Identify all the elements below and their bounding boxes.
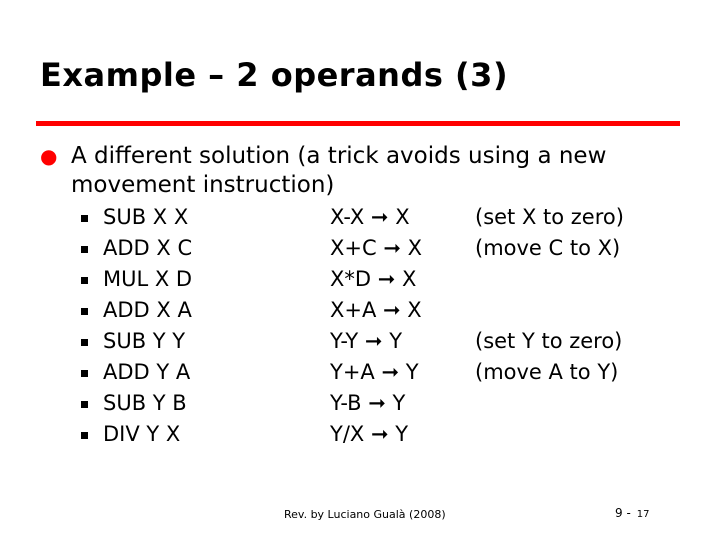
operation-text: Y-Y ➞ Y [330, 329, 403, 353]
instruction-row [73, 326, 693, 357]
square-bullet-icon [81, 308, 88, 315]
instruction-text: SUB Y B [103, 391, 187, 415]
page-number-major: 9 - [615, 506, 631, 520]
instruction-text: SUB Y Y [103, 329, 186, 353]
main-bullet-text: A different solution (a trick avoids using a new movement instruction) [71, 143, 607, 198]
square-bullet-icon [81, 246, 88, 253]
instruction-text: DIV Y X [103, 422, 181, 446]
comment-text: (move A to Y) [475, 360, 619, 384]
square-bullet-icon [81, 339, 88, 346]
operation-text: X*D ➞ X [330, 267, 417, 291]
operation-text: X-X ➞ X [330, 205, 410, 229]
instruction-row [73, 357, 693, 388]
operation-text: Y+A ➞ Y [330, 360, 419, 384]
main-bullet [40, 142, 680, 200]
instruction-text: ADD X C [103, 236, 193, 260]
operation-text: X+C ➞ X [330, 236, 422, 260]
operation-text: Y-B ➞ Y [330, 391, 406, 415]
comment-text: (move C to X) [475, 236, 621, 260]
instruction-row [73, 202, 693, 233]
square-bullet-icon [81, 432, 88, 439]
square-bullet-icon [81, 277, 88, 284]
instruction-row [73, 264, 693, 295]
comment-text: (set X to zero) [475, 205, 624, 229]
instruction-list [73, 202, 693, 450]
bullet-dot-icon: ● [40, 144, 58, 168]
page-number-minor: 17 [636, 509, 650, 520]
page-number [615, 506, 650, 520]
instruction-row [73, 419, 693, 450]
instruction-text: MUL X D [103, 267, 193, 291]
instruction-row [73, 388, 693, 419]
footer-credit: Rev. by Luciano Gualà (2008) [284, 508, 446, 521]
operation-text: X+A ➞ X [330, 298, 422, 322]
operation-text: Y/X ➞ Y [330, 422, 409, 446]
instruction-text: ADD Y A [103, 360, 191, 384]
instruction-row [73, 233, 693, 264]
square-bullet-icon [81, 370, 88, 377]
instruction-text: ADD X A [103, 298, 192, 322]
comment-text: (set Y to zero) [475, 329, 623, 353]
instruction-row [73, 295, 693, 326]
title-divider [36, 121, 680, 126]
square-bullet-icon [81, 215, 88, 222]
square-bullet-icon [81, 401, 88, 408]
slide-title: Example – 2 operands (3) [40, 56, 509, 94]
instruction-text: SUB X X [103, 205, 189, 229]
